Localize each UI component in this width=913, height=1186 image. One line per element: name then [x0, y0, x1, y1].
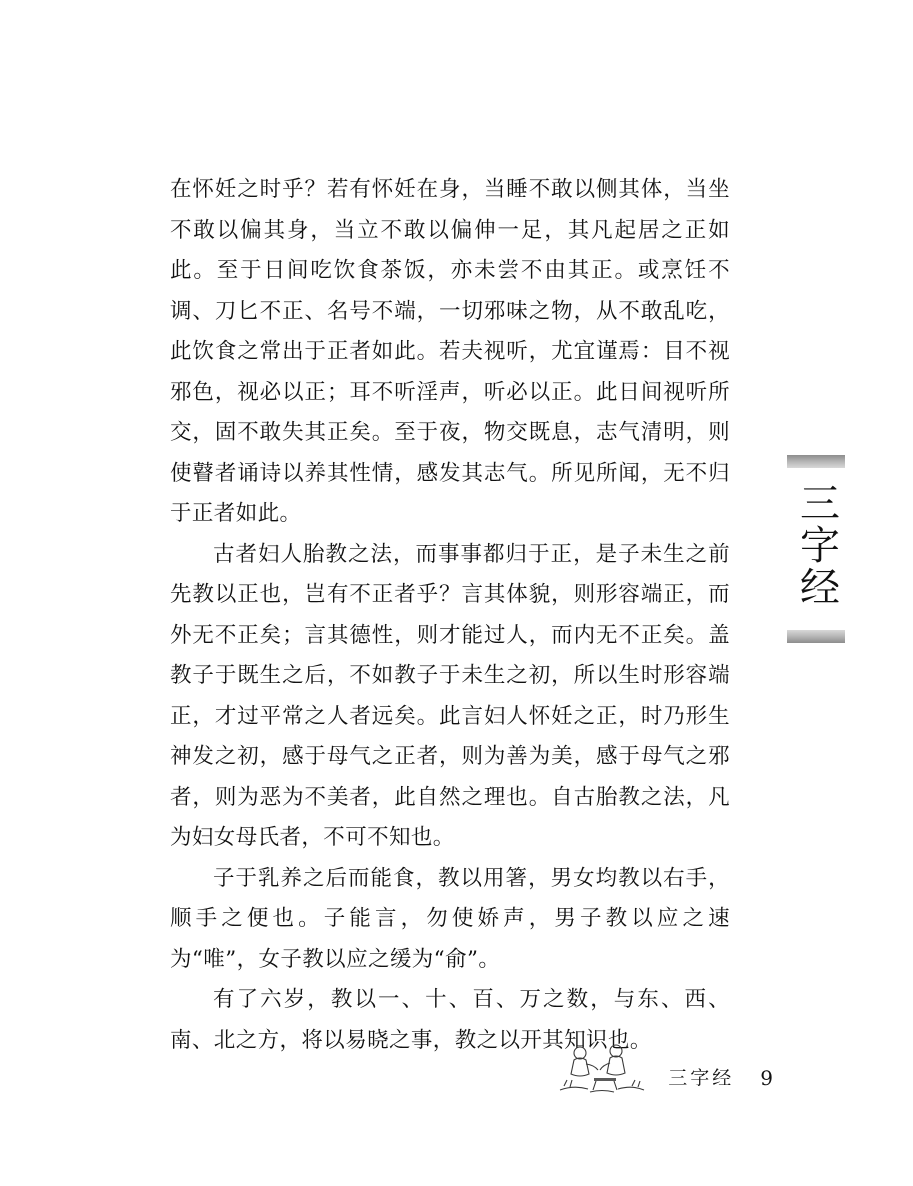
paragraph: 在怀妊之时乎？若有怀妊在身，当睡不敢以侧其体，当坐不敢以偏其身，当立不敢以偏伸一足，其凡起居之正如此。至于日间吃饮食茶饭，亦未尝不由其正。或烹饪不调、刀匕不正、名号不端，一切邪味之物，从不敢乱吃，此饮食之常出于正者如此。若夫视听，尤宜谨焉：目不视邪色，视必以正；耳不听淫声，听必以正。此日间视听所交，固不敢失其正矣。至于夜，物交既息，志气清明，则使瞽者诵诗以养其性情，感发其志气。所见所闻，无不归于正者如此。	[170, 177, 730, 526]
page-number: 9	[760, 1066, 773, 1090]
footer-book-title: 三字经	[668, 1067, 735, 1089]
paragraph: 有了六岁，教以一、十、百、万之数，与东、西、南、北之方，将以易晓之事，教之以开其知识也。	[170, 987, 730, 1053]
footer-illustration-icon	[554, 1040, 650, 1096]
vertical-side-title	[777, 455, 855, 643]
ornament-bar-bottom-icon	[787, 630, 845, 643]
paragraph: 子于乳养之后而能食，教以用箸，男女均教以右手，顺手之便也。子能言，勿使娇声，男子教以应之速为“唯”，女子教以应之缓为“俞”。	[170, 865, 730, 972]
page-footer	[0, 1040, 913, 1110]
paragraph: 古者妇人胎教之法，而事事都归于正，是子未生之前先教以正也，岂有不正者乎？言其体貌，则形容端正，而外无不正矣；言其德性，则才能过人，而内无不正矣。盖教子于既生之后，不如教子于未生之初，所以生时形容端正，才过平常之人者远矣。此言妇人怀妊之正，时乃形生神发之初，感于母气之正者，则为善为美，感于母气之邪者，则为恶为不美者，此自然之理也。自古胎教之法，凡为妇女母氏者，不可不知也。	[170, 541, 730, 850]
body-text-column	[170, 170, 730, 1061]
side-title-text: 三字经	[793, 482, 840, 608]
ornament-bar-top-icon	[787, 455, 845, 468]
